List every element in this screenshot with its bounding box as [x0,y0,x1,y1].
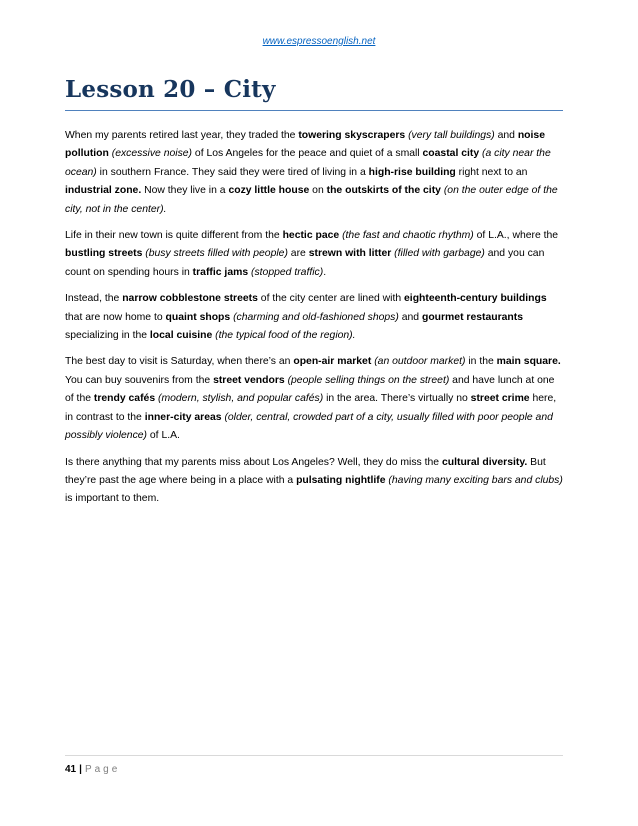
vocab-term: eighteenth-century buildings [404,293,547,305]
vocab-definition: (excessive noise) [111,148,193,160]
vocab-definition: (busy streets filled with people) [145,248,288,260]
text-run: of the city center are lined with [257,293,405,305]
text-run: here, in contrast to the [65,393,557,423]
page-label: Page [84,764,121,775]
page-footer [65,764,120,775]
vocab-term: high-rise building [368,166,456,178]
vocab-term: trendy cafés [93,393,156,405]
lesson-title: Lesson 20 – City [65,76,276,103]
title-underline [65,110,563,111]
vocab-term: local cuisine [149,330,213,342]
text-run: are [287,248,309,260]
text-run: You can buy souvenirs from the [65,374,214,386]
text-run: and you can count on spending hours in [65,248,545,278]
text-run: that are now home to [65,311,166,323]
lesson-body [65,127,565,517]
text-run: on [309,185,327,197]
paragraph [65,353,565,445]
vocab-term: traffic jams [192,266,249,278]
vocab-definition: (on the outer edge of the city, not in the center). [65,185,558,215]
paragraph [65,454,565,509]
page-number: 41 [65,764,77,775]
vocab-definition: (very tall buildings) [408,130,495,141]
vocab-definition: (an outdoor market) [374,356,466,368]
vocab-definition: (filled with garbage) [394,248,485,260]
paragraph [65,290,565,345]
website-link[interactable]: www.espressoenglish.net [262,36,376,47]
vocab-term: coastal city [422,148,480,160]
vocab-definition: (people selling things on the street) [287,374,450,386]
text-run: in the area. There’s virtually no [323,393,471,405]
text-run: and [398,311,422,323]
vocab-term: open-air market [293,356,372,368]
text-run: . [323,266,327,278]
vocab-term: main square. [496,356,561,368]
footer-separator: | [79,764,82,775]
text-run: When my parents retired last year, they traded the [65,130,299,141]
text-run: of L.A., where the [473,230,559,242]
text-run: is important to them. [65,493,160,505]
paragraph [65,227,565,282]
vocab-definition: (stopped traffic) [251,266,324,278]
vocab-definition: (the fast and chaotic rhythm) [342,230,474,242]
vocab-term: narrow cobblestone streets [122,293,258,305]
vocab-term: cultural diversity. [441,456,528,468]
vocab-definition: (a city near the ocean) [65,148,551,178]
vocab-definition: (older, central, crowded part of a city, usually filled with poor people and possibly violence) [65,411,553,442]
vocab-term: the outskirts of the city [326,185,441,197]
text-run: Life in their new town is quite different from the [65,230,283,242]
text-run: of L.A. [147,430,180,442]
vocab-definition: (having many exciting bars and clubs) [388,474,563,486]
vocab-term: hectic pace [282,230,340,242]
text-run: in the [465,356,497,368]
text-run: Instead, the [65,293,123,305]
text-run: of Los Angeles for the peace and quiet of a small [192,148,423,160]
vocab-term: pulsating nightlife [296,474,386,486]
vocab-term: towering skyscrapers [298,130,406,141]
vocab-term: cozy little house [228,185,310,197]
text-run: and [494,130,518,141]
text-run: Is there anything that my parents miss about Los Angeles? Well, they do miss the [65,456,442,468]
vocab-term: gourmet restaurants [421,311,524,323]
footer-divider [65,755,563,756]
vocab-term: street crime [470,393,530,405]
text-run: and have lunch at one of the [65,374,555,405]
paragraph [65,127,565,219]
vocab-term: industrial zone. [65,185,142,197]
vocab-term: street vendors [213,374,285,386]
text-run: in southern France. They said they were tired of living in a [96,166,369,178]
vocab-definition: (charming and old-fashioned shops) [233,311,399,323]
text-run: The best day to visit is Saturday, when there’s an [65,356,294,368]
vocab-term: noise pollution [65,130,545,160]
text-run: But they’re past the age where being in a place with a [65,456,546,486]
vocab-term: inner-city areas [144,411,222,423]
text-run: right next to an [455,166,528,178]
vocab-term: quaint shops [165,311,231,323]
vocab-term: strewn with litter [308,248,392,260]
vocab-definition: (modern, stylish, and popular cafés) [158,393,324,405]
vocab-term: bustling streets [65,248,143,260]
text-run: specializing in the [65,330,150,342]
vocab-definition: (the typical food of the region). [215,330,356,342]
text-run: Now they live in a [141,185,229,197]
